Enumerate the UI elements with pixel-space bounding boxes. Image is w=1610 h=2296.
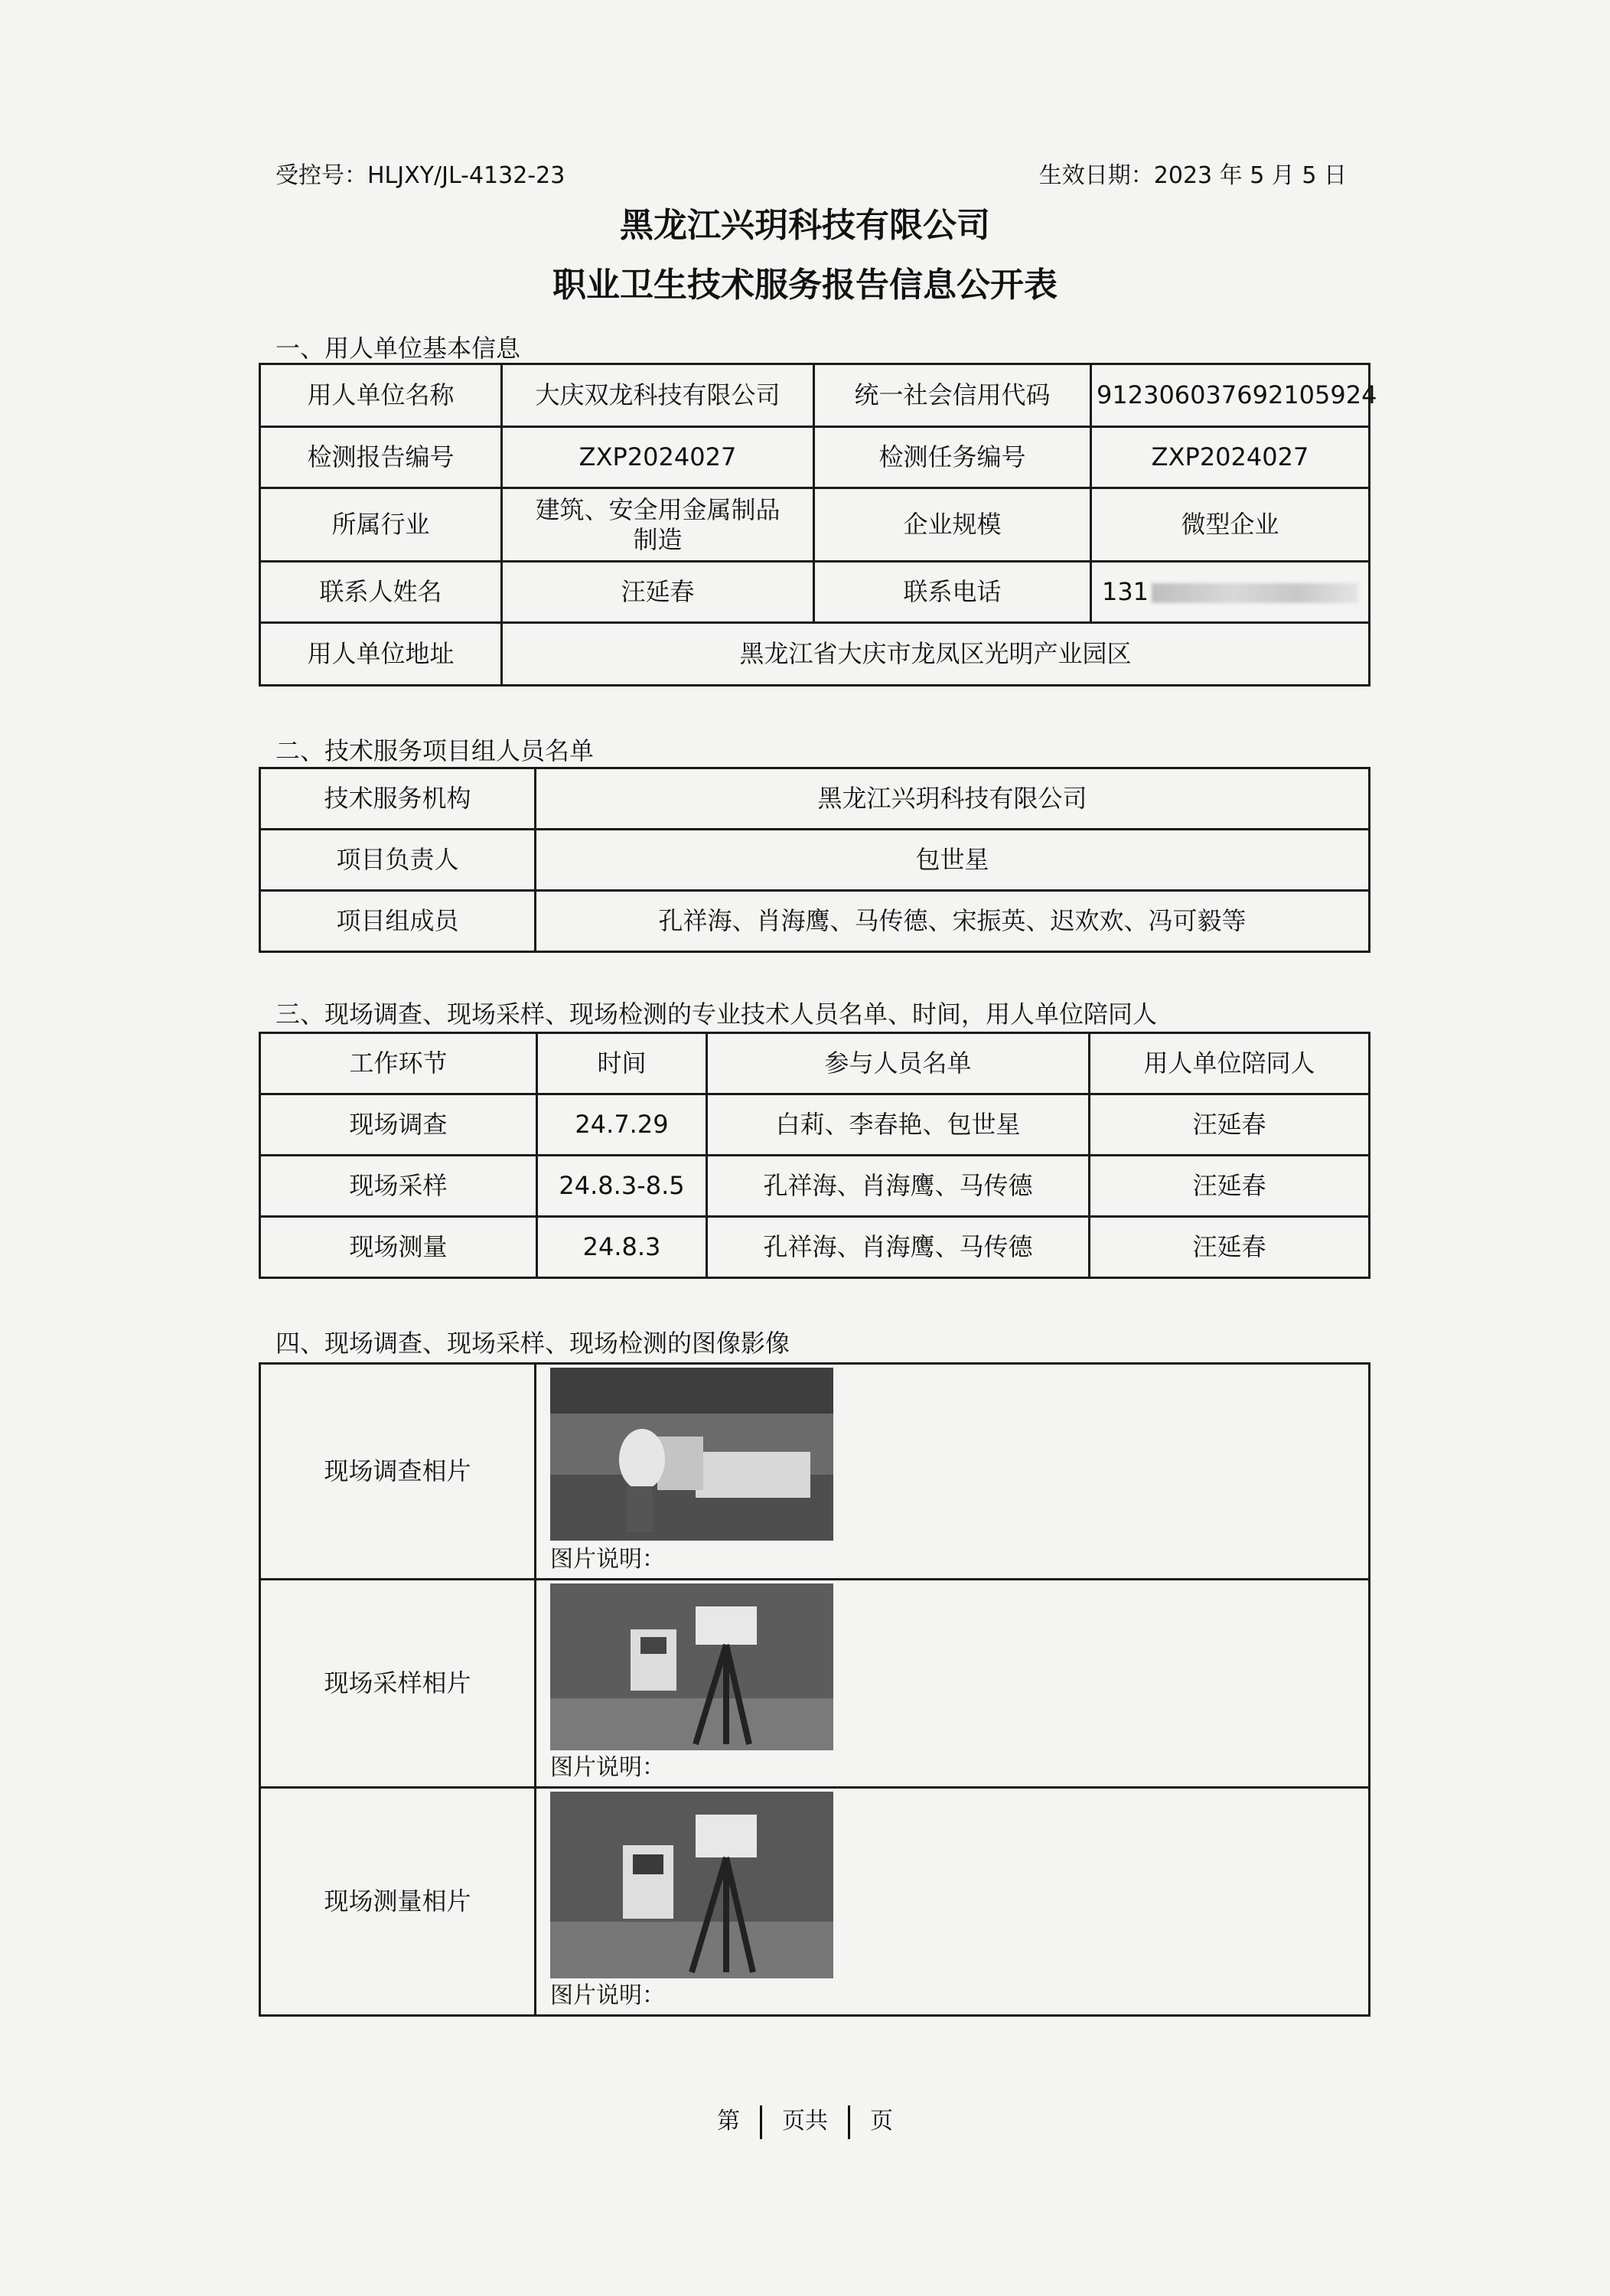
table-cell: 现场调查: [260, 1094, 537, 1156]
team-row-label: 项目组成员: [260, 891, 536, 952]
photo-caption: 图片说明：: [550, 1754, 665, 1781]
photo-row-label: 现场调查相片: [260, 1364, 536, 1580]
table-cell: 24.8.3: [537, 1217, 707, 1278]
phone-value: 131: [1101, 577, 1149, 607]
address-label: 用人单位地址: [260, 623, 502, 686]
section1-title: 一、用人单位基本信息: [275, 334, 521, 363]
page-footer: [0, 2102, 1610, 2139]
credit-code-value: 912306037692105924: [1091, 364, 1370, 427]
table-row: [260, 768, 1370, 830]
phone-label: 联系电话: [814, 562, 1091, 623]
control-number: 受控号：HLJXY/JL-4132-23: [275, 162, 565, 189]
industry-label: 所属行业: [260, 488, 502, 562]
sampling-photo: [550, 1583, 833, 1750]
redaction-blur: [1152, 583, 1358, 603]
photo-row-label: 现场测量相片: [260, 1788, 536, 2016]
photo-cell: [536, 1364, 1370, 1580]
contact-label: 联系人姓名: [260, 562, 502, 623]
table-cell: 24.8.3-8.5: [537, 1156, 707, 1217]
team-row-label: 技术服务机构: [260, 768, 536, 830]
column-header: 参与人员名单: [707, 1033, 1090, 1094]
task-no-value: ZXP2024027: [1091, 427, 1370, 488]
page-label-b: 页共: [782, 2108, 828, 2135]
team-row-value: 包世星: [536, 830, 1370, 891]
table-row: [260, 562, 1370, 623]
table-cell: 汪延春: [1090, 1217, 1370, 1278]
employer-info-table: [259, 363, 1377, 687]
table-row: [260, 1217, 1370, 1278]
table-row: [260, 1580, 1370, 1788]
table-row: [260, 623, 1370, 686]
form-title: 职业卫生技术服务报告信息公开表: [552, 266, 1058, 305]
table-cell: 孔祥海、肖海鹰、马传德: [707, 1217, 1090, 1278]
task-no-label: 检测任务编号: [814, 427, 1091, 488]
contact-value: 汪延春: [502, 562, 814, 623]
column-header: 用人单位陪同人: [1090, 1033, 1370, 1094]
effective-date: 生效日期：2023 年 5 月 5 日: [1038, 162, 1347, 189]
team-row-label: 项目负责人: [260, 830, 536, 891]
table-row: [260, 1788, 1370, 2016]
photo-row-label: 现场采样相片: [260, 1580, 536, 1788]
photo-caption: 图片说明：: [550, 1982, 665, 2009]
photo-table: [259, 1362, 1370, 2017]
photo-cell: [536, 1788, 1370, 2016]
table-row: [260, 891, 1370, 952]
photo-caption: 图片说明：: [550, 1546, 665, 1573]
scale-label: 企业规模: [814, 488, 1091, 562]
field-work-table: [259, 1032, 1370, 1279]
report-no-value: ZXP2024027: [502, 427, 814, 488]
table-cell: 白莉、李春艳、包世星: [707, 1094, 1090, 1156]
project-team-table: [259, 767, 1370, 953]
table-row: [260, 1364, 1370, 1580]
column-header: 工作环节: [260, 1033, 537, 1094]
page-separator: [760, 2105, 762, 2139]
section4-title: 四、现场调查、现场采样、现场检测的图像影像: [275, 1329, 790, 1358]
company-title: 黑龙江兴玥科技有限公司: [620, 206, 990, 245]
table-row: [260, 427, 1370, 488]
table-cell: 24.7.29: [537, 1094, 707, 1156]
measurement-photo: [550, 1792, 833, 1978]
section2-title: 二、技术服务项目组人员名单: [275, 736, 595, 765]
address-value: 黑龙江省大庆市龙凤区光明产业园区: [502, 623, 1370, 686]
table-cell: 孔祥海、肖海鹰、马传德: [707, 1156, 1090, 1217]
header-meta: [275, 156, 1347, 194]
table-cell: 汪延春: [1090, 1156, 1370, 1217]
page-label-c: 页: [870, 2108, 893, 2135]
table-row: [260, 488, 1370, 562]
team-row-value: 孔祥海、肖海鹰、马传德、宋振英、迟欢欢、冯可毅等: [536, 891, 1370, 952]
site-survey-photo: [550, 1368, 833, 1541]
unit-name-label: 用人单位名称: [260, 364, 502, 427]
table-cell: 汪延春: [1090, 1094, 1370, 1156]
column-header: 时间: [537, 1033, 707, 1094]
page-label-a: 第: [717, 2108, 740, 2135]
credit-code-label: 统一社会信用代码: [814, 364, 1091, 427]
team-row-value: 黑龙江兴玥科技有限公司: [536, 768, 1370, 830]
unit-name-value: 大庆双龙科技有限公司: [502, 364, 814, 427]
table-row: [260, 830, 1370, 891]
table-cell: 现场测量: [260, 1217, 537, 1278]
table-cell: 现场采样: [260, 1156, 537, 1217]
table-row: [260, 1156, 1370, 1217]
scale-value: 微型企业: [1091, 488, 1370, 562]
page-separator: [848, 2105, 850, 2139]
table-row: [260, 364, 1370, 427]
table-row: [260, 1094, 1370, 1156]
photo-cell: [536, 1580, 1370, 1788]
section3-title: 三、现场调查、现场采样、现场检测的专业技术人员名单、时间，用人单位陪同人: [275, 1000, 1158, 1029]
industry-value: 建筑、安全用金属制品制造: [502, 488, 814, 562]
report-no-label: 检测报告编号: [260, 427, 502, 488]
phone-cell: [1091, 562, 1370, 623]
table-header-row: [260, 1033, 1370, 1094]
